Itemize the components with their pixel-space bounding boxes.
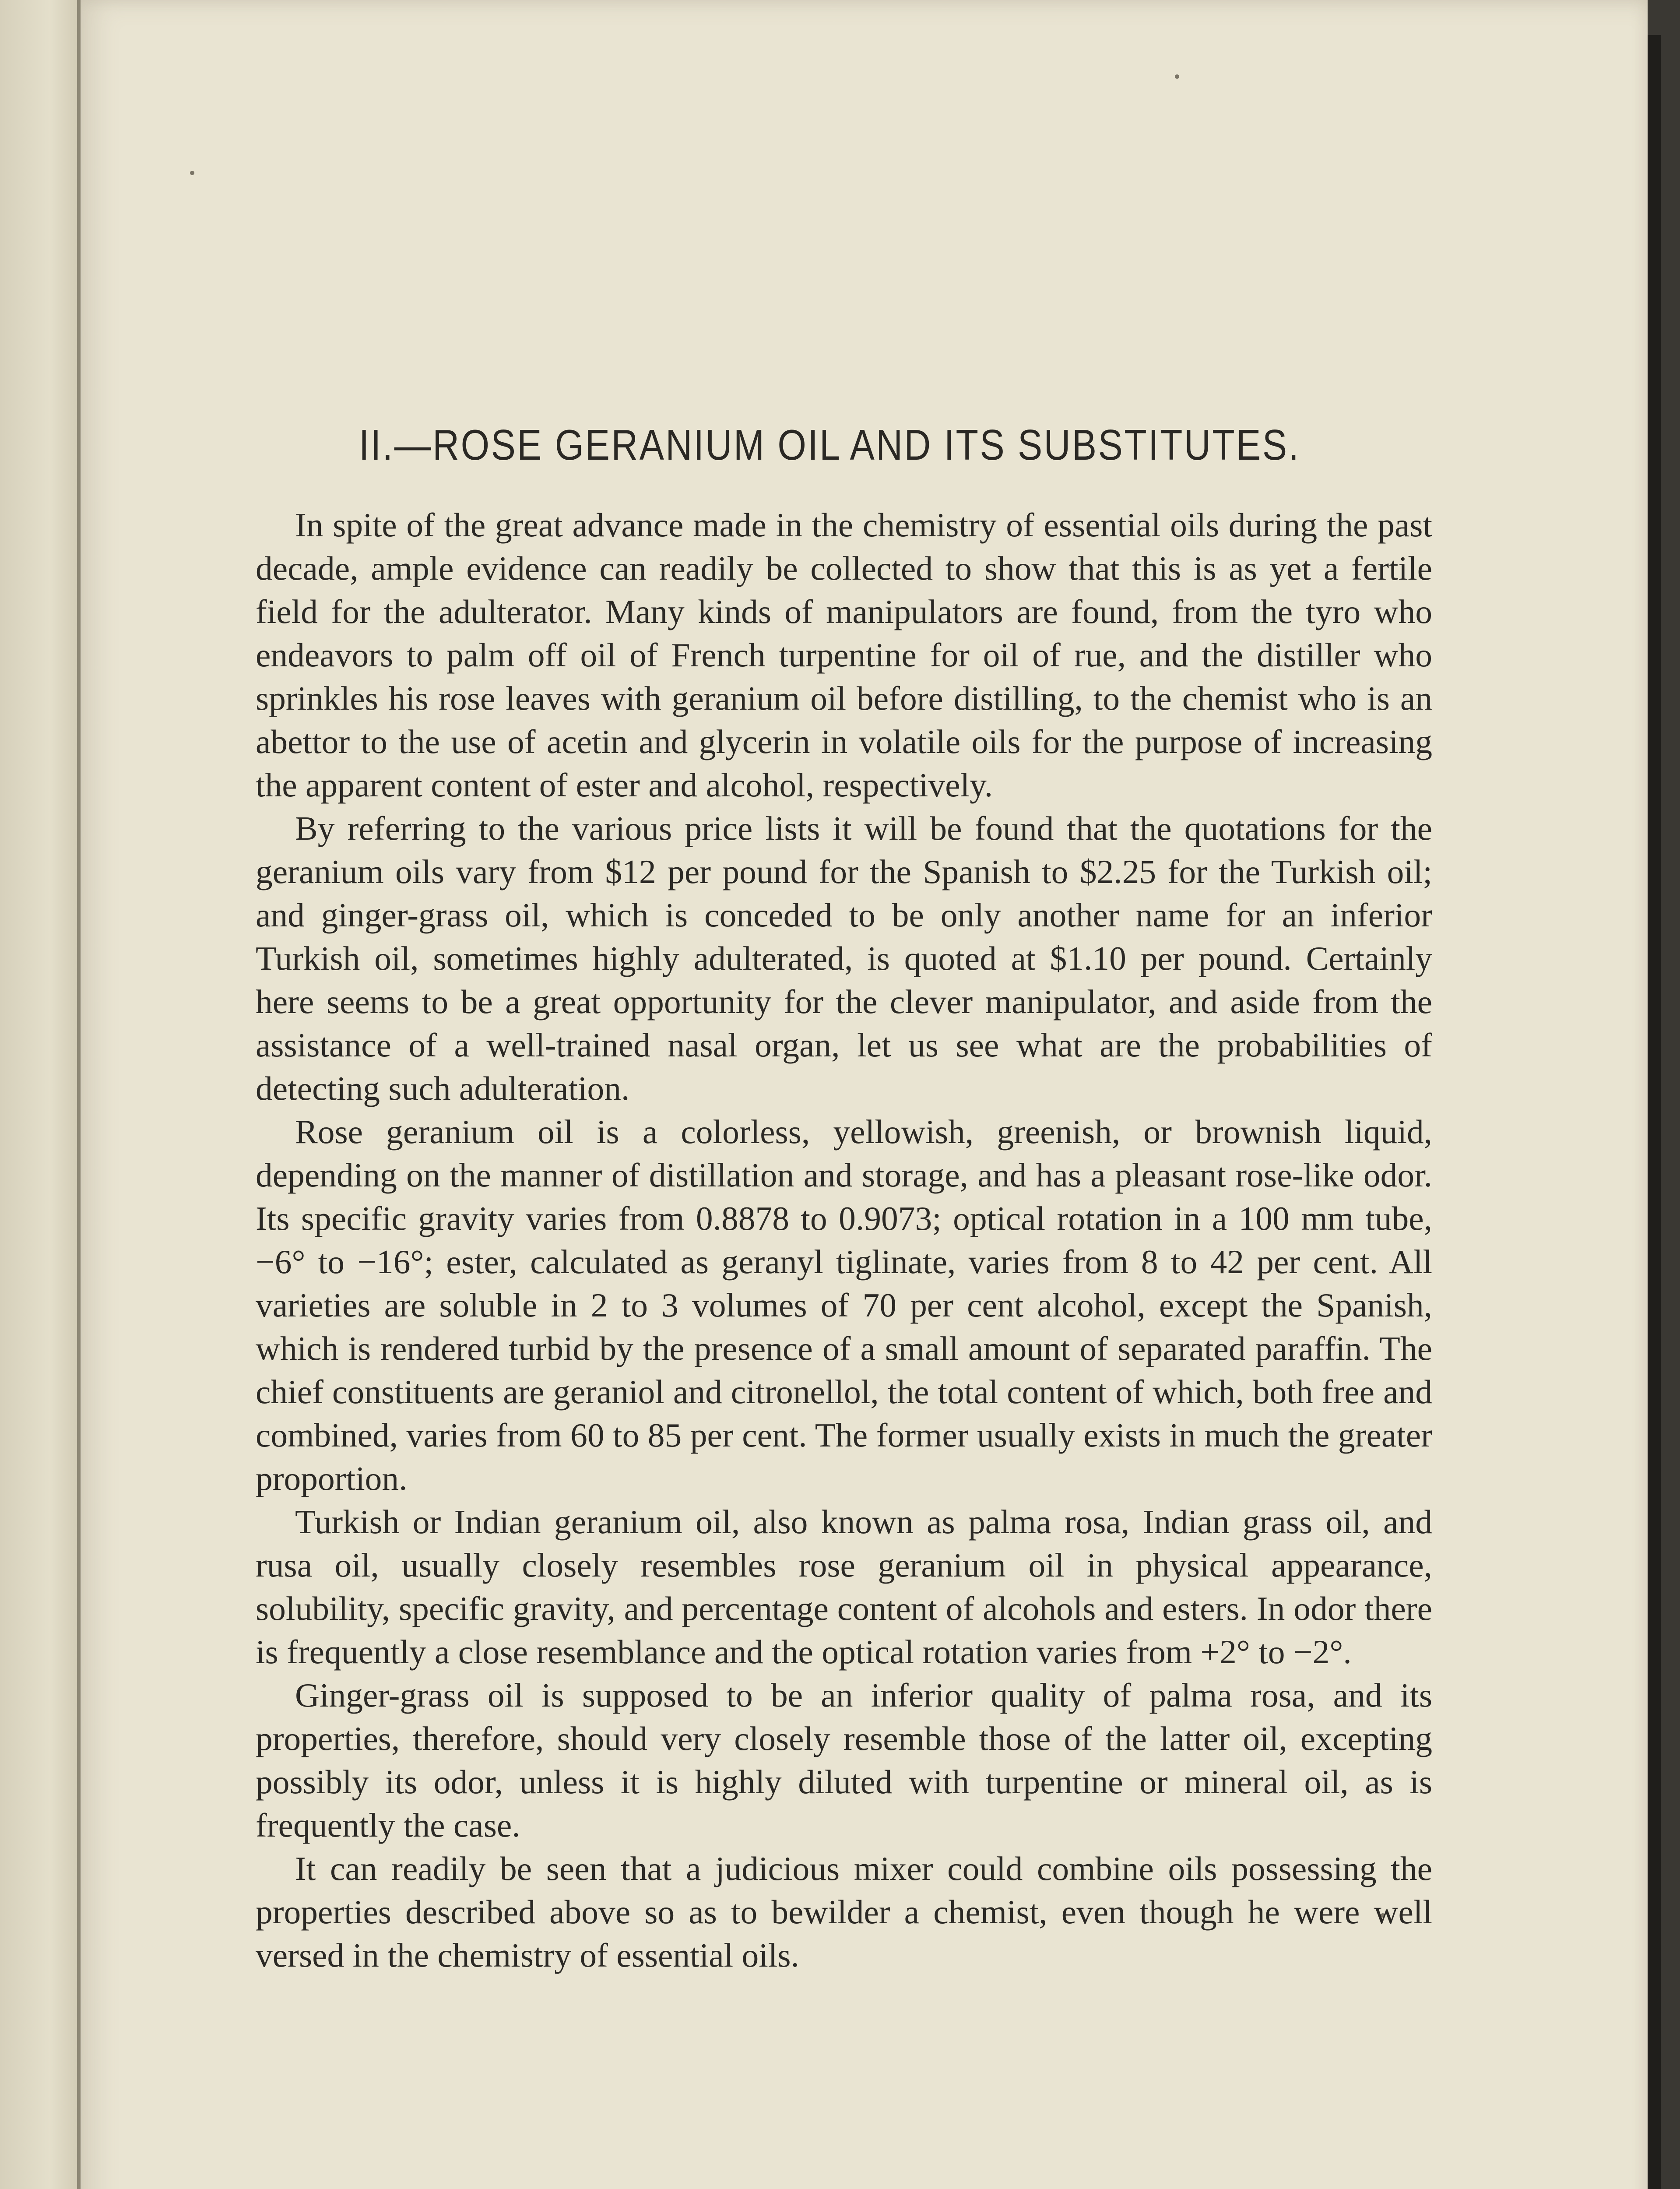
paragraph: In spite of the great advance made in the chemistry of essential oils during the past decade, ample evidence can readily be collected to show that this is as yet a fertile field for the adulterator. Many kinds of manipulators are found, from the tyro who endeavors to palm off oil of French turpentine for oil of rue, and the distiller who sprinkles his rose leaves with geranium oil before distilling, to the chemist who is an abettor to the use of acetin and glycerin in volatile oils for the purpose of increasing the apparent content of ester and alcohol, respectively.: [256, 506, 1432, 804]
paragraph: It can readily be seen that a judicious mixer could combine oils possessing the properties described above so as to bewilder a chemist, even though he were well versed in the chemistry of essential oils.: [256, 1850, 1432, 1974]
paragraph: By referring to the various price lists it will be found that the quotations for the geranium oils vary from $12 per pound for the Spanish to $2.25 for the Turkish oil; and ginger-grass oil, which is conceded to be only another name for an inferior Turkish oil, sometimes highly adulterated, is quoted at $1.10 per pound. Certainly here seems to be a great opportunity for the clever manipulator, and aside from the assistance of a well-trained nasal organ, let us see what are the probabilities of detecting such adulteration.: [256, 809, 1432, 1107]
paragraph: Turkish or Indian geranium oil, also known as palma rosa, Indian grass oil, and rusa oil, usually closely resembles rose geranium oil in physical appearance, solubility, specific gravity, and percentage content of alcohols and esters. In odor there is frequently a close resemblance and the optical rotation varies from +2° to −2°.: [256, 1503, 1432, 1671]
section-heading: II.—ROSE GERANIUM OIL AND ITS SUBSTITUTES.: [359, 421, 1300, 469]
paper-speck: [1175, 74, 1179, 79]
paragraph: Ginger-grass oil is supposed to be an inferior quality of palma rosa, and its properties, therefore, should very closely resemble those of the latter oil, excepting possibly its odor, unless it is highly diluted with turpentine or mineral oil, as is frequently the case.: [256, 1676, 1432, 1844]
paragraph: Rose geranium oil is a colorless, yellowish, greenish, or brownish liquid, depending on the manner of distillation and storage, and has a pleasant rose-like odor. Its specific gravity varies from 0.8878 to 0.9073; optical rotation in a 100 mm tube, −6° to −16°; ester, calculated as geranyl tiglinate, varies from 8 to 42 per cent. All varieties are soluble in 2 to 3 volumes of 70 per cent alcohol, except the Spanish, which is rendered turbid by the presence of a small amount of separated paraffin. The chief constituents are geraniol and citronellol, the total content of which, both free and combined, varies from 60 to 85 per cent. The former usually exists in much the greater proportion.: [256, 1113, 1432, 1497]
book-gutter: [77, 0, 81, 2189]
body-text: [256, 503, 1432, 1977]
paper-speck: [190, 171, 194, 175]
page-shadow-edge: [1648, 35, 1661, 2189]
facing-page-edge: [0, 0, 83, 2189]
